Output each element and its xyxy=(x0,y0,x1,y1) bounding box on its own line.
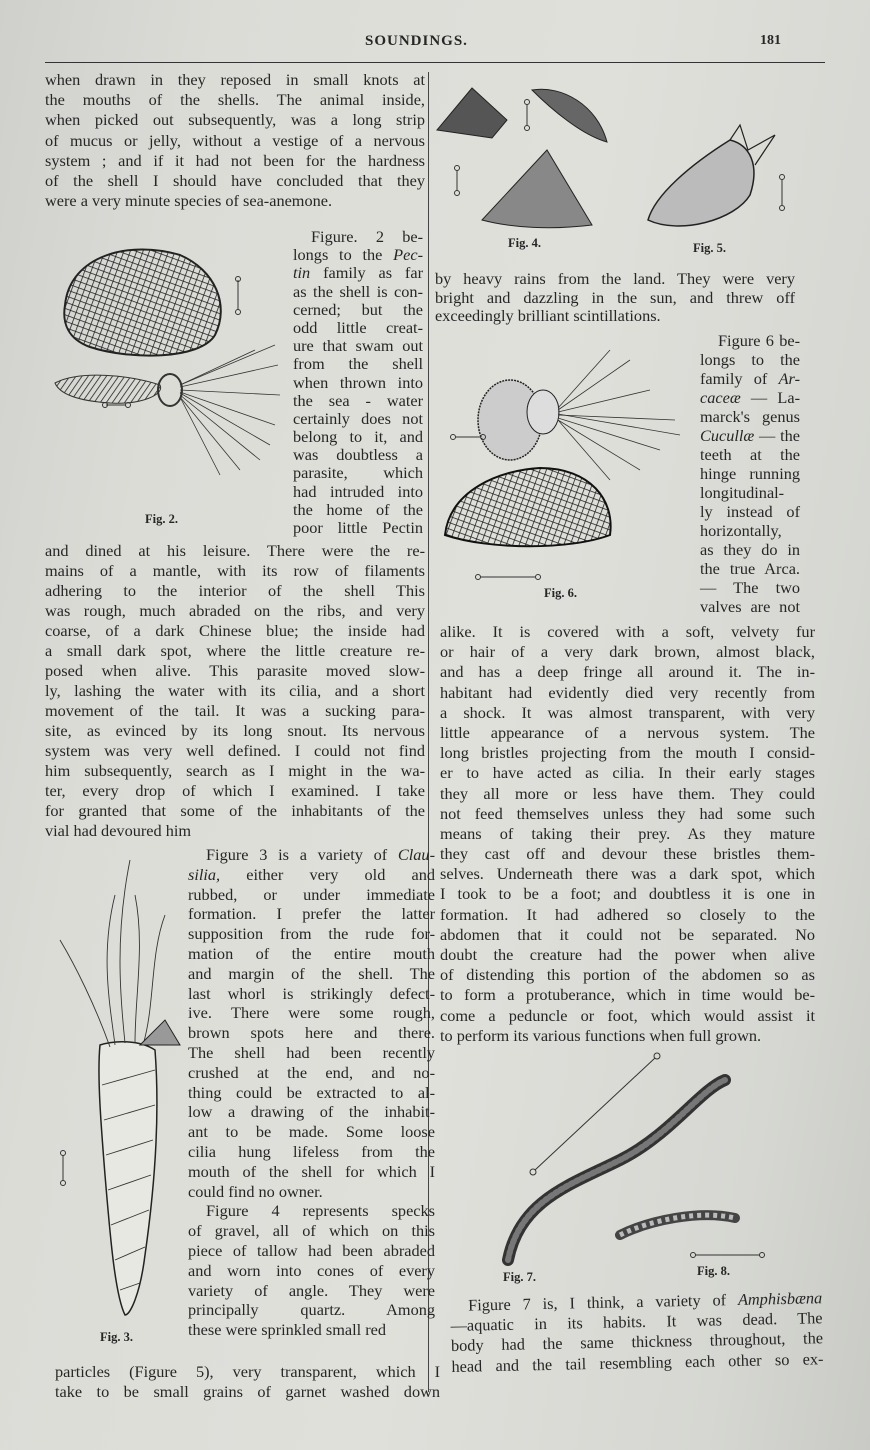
text-run: by heavy rains from the land. They were very xyxy=(435,269,795,288)
fig-7-caption: Fig. 7. xyxy=(503,1270,536,1284)
italic-term: silia, xyxy=(188,864,221,884)
text-line xyxy=(440,905,815,925)
text-run: come a peduncle or foot, which would assist it xyxy=(440,1005,815,1025)
text-line xyxy=(188,845,435,865)
text-line xyxy=(700,464,800,483)
fig-8-caption: Fig. 8. xyxy=(697,1264,730,1278)
fig-6-caption: Fig. 6. xyxy=(544,586,577,600)
text-run: as the shell is con- xyxy=(293,281,423,301)
text-run: crushed at the end, and no- xyxy=(188,1062,435,1082)
text-line xyxy=(45,110,425,130)
text-run: Figure 4 represents specks xyxy=(206,1201,435,1221)
text-run: Figure 7 is, I think, a variety of xyxy=(467,1289,739,1315)
text-line xyxy=(435,289,795,308)
text-line xyxy=(700,597,800,616)
text-line xyxy=(45,70,425,90)
text-line xyxy=(700,521,800,540)
text-line xyxy=(188,1261,435,1281)
text-line xyxy=(45,821,425,841)
fig-3-caption: Fig. 3. xyxy=(100,1330,133,1344)
text-line xyxy=(293,392,423,410)
text-line xyxy=(188,904,435,924)
text-run: last whorl is strikingly defect- xyxy=(188,983,435,1003)
text-line xyxy=(188,865,435,885)
text-run: when thrown into xyxy=(293,372,423,392)
text-line xyxy=(700,540,800,559)
text-line xyxy=(440,743,815,763)
text-run: a shock. It was almost transparent, with very xyxy=(440,702,815,722)
text-line xyxy=(188,1201,435,1221)
text-run: ly, lashing the water with its cilia, and a short xyxy=(45,681,425,700)
text-run: him subsequently, search as I might in the wa- xyxy=(45,761,425,780)
text-line xyxy=(45,781,425,801)
text-run: of distending this portion of the abdomen so as xyxy=(440,965,815,985)
text-run: ure that swam out xyxy=(293,336,423,356)
text-line xyxy=(188,1221,435,1241)
text-run: er to have acted as cilia. In their early stages xyxy=(440,763,815,783)
text-run: or hair of a very dark brown, almost black, xyxy=(440,642,815,662)
text-run: — La- xyxy=(740,388,800,407)
text-run: the true Arca. xyxy=(700,559,800,578)
text-run: adhering to the interior of the shell This xyxy=(45,581,425,600)
text-line xyxy=(700,369,800,388)
text-run: body had the same thickness throughout, the xyxy=(450,1328,824,1356)
text-line xyxy=(700,483,800,502)
text-run: cilia hung lifeless from the xyxy=(188,1141,435,1161)
text-line xyxy=(700,426,800,445)
text-run: not feed themselves unless they had some such xyxy=(440,803,815,823)
text-block xyxy=(45,541,425,841)
text-run: horizontally, xyxy=(700,521,782,540)
text-run: family of xyxy=(700,369,779,388)
text-run: when drawn in they reposed in small knots at xyxy=(45,70,425,89)
text-run: the home of the xyxy=(293,499,423,519)
text-run: these were sprinkled small red xyxy=(188,1320,387,1340)
text-line xyxy=(435,307,795,326)
text-run: thing could be extracted to al- xyxy=(188,1082,435,1102)
text-run: Figure 6 be- xyxy=(718,331,800,350)
text-run: poor little Pectin xyxy=(293,518,423,537)
text-line xyxy=(293,519,423,537)
text-run: longitudinal- xyxy=(700,483,785,502)
text-line xyxy=(45,621,425,641)
text-line xyxy=(45,561,425,581)
text-line xyxy=(293,228,423,246)
text-line xyxy=(700,502,800,521)
text-block xyxy=(450,1288,824,1377)
text-line xyxy=(440,1026,815,1046)
text-block xyxy=(700,331,800,616)
text-run: cerned; but the xyxy=(293,299,423,319)
page-number: 181 xyxy=(760,33,781,48)
text-line xyxy=(440,945,815,965)
text-run: ly instead of xyxy=(700,502,800,521)
text-line xyxy=(188,1142,435,1162)
text-run: ter, every drop of which I examined. I take xyxy=(45,781,425,800)
text-line xyxy=(188,1003,435,1023)
text-run: — The two xyxy=(700,578,800,597)
text-run: the mouths of the shells. The animal inside, xyxy=(45,90,425,110)
text-run: selves. Underneath there was a dark spot, which xyxy=(440,864,815,884)
text-line xyxy=(440,925,815,945)
text-run: and worn into cones of every xyxy=(188,1260,435,1280)
text-run: they all more or less have them. They could xyxy=(440,783,815,803)
text-line xyxy=(188,1102,435,1122)
text-run: system was very well defined. I could not find xyxy=(45,741,425,760)
text-line xyxy=(45,701,425,721)
text-line xyxy=(440,844,815,864)
text-line xyxy=(188,1023,435,1043)
text-run: vial had devoured him xyxy=(45,821,192,840)
text-line xyxy=(293,464,423,482)
text-run: of gravel, all of which on this xyxy=(188,1221,435,1241)
text-line xyxy=(188,924,435,944)
text-run: —aquatic in its habits. It was dead. The xyxy=(450,1308,823,1336)
text-run: as they do in xyxy=(700,540,800,559)
text-line xyxy=(45,90,425,110)
fig-4-illustration xyxy=(432,80,637,230)
text-run: habitant had evidently died very recently from xyxy=(440,682,815,702)
text-line xyxy=(440,864,815,884)
text-line xyxy=(700,407,800,426)
text-run: and margin of the shell. The xyxy=(188,963,435,983)
text-line xyxy=(45,581,425,601)
text-run: of mucus or jelly, without a vestige of a nervous xyxy=(45,130,425,150)
text-run: to perform its various functions when full grown. xyxy=(440,1025,762,1045)
text-line xyxy=(45,601,425,621)
text-line xyxy=(45,681,425,701)
text-run: hinge running xyxy=(700,464,800,483)
fig-2-illustration xyxy=(40,235,290,505)
text-run: they cast off and devour these bristles them- xyxy=(440,844,815,864)
text-line xyxy=(440,642,815,662)
running-title: SOUNDINGS. xyxy=(365,33,468,49)
text-run: mation of the entire mouth xyxy=(188,943,435,963)
fig-4-caption: Fig. 4. xyxy=(508,236,541,250)
text-line xyxy=(700,445,800,464)
text-line xyxy=(55,1362,440,1382)
text-run: particles (Figure 5), very transparent, which I xyxy=(55,1362,440,1381)
text-line xyxy=(188,1162,435,1182)
text-run: bright and dazzling in the sun, and threw off xyxy=(435,287,795,307)
text-run: brown spots here and there. xyxy=(188,1023,435,1043)
text-line xyxy=(188,1300,435,1320)
text-line xyxy=(188,1122,435,1142)
text-run: movement of the tail. It was a sucking para- xyxy=(45,701,425,720)
fig-5-caption: Fig. 5. xyxy=(693,241,726,255)
text-line xyxy=(700,331,800,350)
text-run: coarse, of a dark Chinese blue; the inside had xyxy=(45,621,425,640)
text-line xyxy=(293,446,423,464)
italic-term: tin xyxy=(293,263,311,283)
text-line xyxy=(440,884,815,904)
text-line xyxy=(700,559,800,578)
text-line xyxy=(45,761,425,781)
header-rule xyxy=(45,62,825,63)
italic-term: Pec- xyxy=(393,245,423,265)
fig-7-8-illustration xyxy=(490,1050,790,1270)
text-line xyxy=(440,703,815,723)
text-line xyxy=(55,1382,440,1402)
text-run: little appearance of a nervous system. The xyxy=(440,722,815,742)
text-line xyxy=(293,319,423,337)
text-run: and has a deep fringe all around it. The in- xyxy=(440,662,815,682)
text-block xyxy=(435,270,795,326)
text-line xyxy=(700,350,800,369)
text-line xyxy=(188,1320,435,1340)
text-block xyxy=(55,1362,440,1402)
text-line xyxy=(440,763,815,783)
text-run: Figure. 2 be- xyxy=(311,227,423,246)
text-run: belong to it, and xyxy=(293,427,423,447)
text-line xyxy=(293,483,423,501)
text-line xyxy=(188,1043,435,1063)
text-line xyxy=(293,410,423,428)
text-run: a small dark spot, where the little creature re- xyxy=(45,641,425,660)
text-run: low a drawing of the inhabit- xyxy=(188,1102,435,1122)
text-run: family as far xyxy=(310,263,423,283)
text-run: longs to the xyxy=(293,245,394,265)
italic-term: Ar- xyxy=(778,369,800,388)
text-run: were a very minute species of sea-anemone. xyxy=(45,191,333,211)
text-run: marck's genus xyxy=(700,407,800,426)
italic-term: caceæ xyxy=(700,388,741,407)
text-line xyxy=(700,388,800,407)
text-line xyxy=(45,801,425,821)
italic-term: Clau- xyxy=(397,845,435,864)
text-run: had intruded into xyxy=(293,481,423,501)
text-run: formation. I prefer the latter xyxy=(188,904,435,924)
text-run: formation. It had adhered so closely to the xyxy=(440,904,815,924)
text-line xyxy=(293,374,423,392)
text-line xyxy=(435,270,795,289)
text-line xyxy=(45,741,425,761)
text-run: The shell had been recently xyxy=(188,1042,435,1062)
text-line xyxy=(293,264,423,282)
text-line xyxy=(45,171,425,191)
text-line xyxy=(440,683,815,703)
text-line xyxy=(440,622,815,642)
text-run: mouth of the shell for which I xyxy=(188,1161,435,1181)
text-line xyxy=(45,641,425,661)
text-run: means of taking their prey. As they mature xyxy=(440,823,815,843)
text-line xyxy=(188,984,435,1004)
text-line xyxy=(440,784,815,804)
text-line xyxy=(440,723,815,743)
text-line xyxy=(440,662,815,682)
text-line xyxy=(293,428,423,446)
text-line xyxy=(45,191,425,211)
text-line xyxy=(440,804,815,824)
fig-3-illustration xyxy=(55,855,185,1325)
text-line xyxy=(188,1083,435,1103)
text-run: valves are not xyxy=(700,597,800,616)
text-run: long bristles projecting from the mouth I consid- xyxy=(440,743,815,763)
text-run: either very old and xyxy=(220,864,435,884)
text-run: from the shell xyxy=(293,354,423,374)
text-line xyxy=(293,283,423,301)
text-line xyxy=(45,131,425,151)
text-line xyxy=(45,721,425,741)
text-block xyxy=(188,845,435,1340)
text-line xyxy=(293,337,423,355)
text-run: take to be small grains of garnet washed down xyxy=(55,1382,440,1402)
text-run: site, as evinced by its long snout. Its nervous xyxy=(45,721,425,740)
text-run: principally quartz. Among xyxy=(188,1300,435,1320)
text-line xyxy=(45,541,425,561)
text-run: could find no owner. xyxy=(188,1181,323,1201)
text-run: for granted that some of the inhabitants of the xyxy=(45,801,425,820)
text-run: certainly does not xyxy=(293,408,423,428)
text-line xyxy=(440,824,815,844)
text-line xyxy=(440,985,815,1005)
text-run: odd little creat- xyxy=(293,317,423,337)
text-run: abdomen that it could not be separated. No xyxy=(440,924,815,944)
text-line xyxy=(45,151,425,171)
text-run: I took to be a foot; and doubtless it is one in xyxy=(440,884,815,904)
text-line xyxy=(188,964,435,984)
italic-term: Amphisbæna xyxy=(737,1288,823,1309)
text-run: rubbed, or under immediate xyxy=(188,884,435,904)
italic-term: Cucullæ xyxy=(700,426,755,445)
text-run: to form a protuberance, which in time would be- xyxy=(440,985,815,1005)
text-run: longs to the xyxy=(700,350,800,369)
text-run: ive. There were some rough, xyxy=(188,1003,435,1023)
text-line xyxy=(293,501,423,519)
text-run: of the shell I should have concluded that they xyxy=(45,170,425,190)
text-block xyxy=(440,622,815,1046)
text-run: parasite, which xyxy=(293,463,423,483)
text-run: teeth at the xyxy=(700,445,800,464)
text-run: Figure 3 is a variety of xyxy=(206,845,398,864)
text-run: was doubtless a xyxy=(293,445,423,465)
text-line xyxy=(293,355,423,373)
text-run: ant to be made. Some loose xyxy=(188,1122,435,1142)
text-line xyxy=(188,1063,435,1083)
text-run: head and the tail resembling each other so ex- xyxy=(451,1348,824,1376)
text-line xyxy=(440,965,815,985)
text-run: when picked out subsequently, was a long strip xyxy=(45,110,425,130)
text-block xyxy=(293,228,423,537)
text-run: system ; and if it had not been for the hardness xyxy=(45,150,425,170)
text-run: mains of a mantle, with its row of filaments xyxy=(45,561,425,580)
text-run: supposition from the rude for- xyxy=(188,924,435,944)
text-run: and dined at his leisure. There were the re- xyxy=(45,541,425,560)
fig-5-illustration xyxy=(640,125,800,235)
text-run: piece of tallow had been abraded xyxy=(188,1240,435,1260)
text-run: exceedingly brilliant scintillations. xyxy=(435,306,661,325)
text-line xyxy=(293,246,423,264)
text-run: — the xyxy=(754,426,800,445)
fig-2-caption: Fig. 2. xyxy=(145,512,178,526)
text-line xyxy=(700,578,800,597)
text-run: the sea - water xyxy=(293,390,423,410)
text-line xyxy=(45,661,425,681)
text-line xyxy=(293,301,423,319)
text-block xyxy=(45,70,425,211)
text-run: variety of angle. They were xyxy=(188,1280,435,1300)
text-line xyxy=(188,1241,435,1261)
text-run: doubt the creature had the power when alive xyxy=(440,945,815,964)
text-line xyxy=(440,1006,815,1026)
text-line xyxy=(188,1182,435,1202)
text-line xyxy=(188,1281,435,1301)
text-run: was rough, much abraded on the ribs, and very xyxy=(45,601,425,620)
text-line xyxy=(188,944,435,964)
text-run: posed when alive. This parasite moved slow- xyxy=(45,661,425,680)
fig-6-illustration xyxy=(440,340,695,585)
text-run: alike. It is covered with a soft, velvety fur xyxy=(440,622,815,641)
text-line xyxy=(188,885,435,905)
